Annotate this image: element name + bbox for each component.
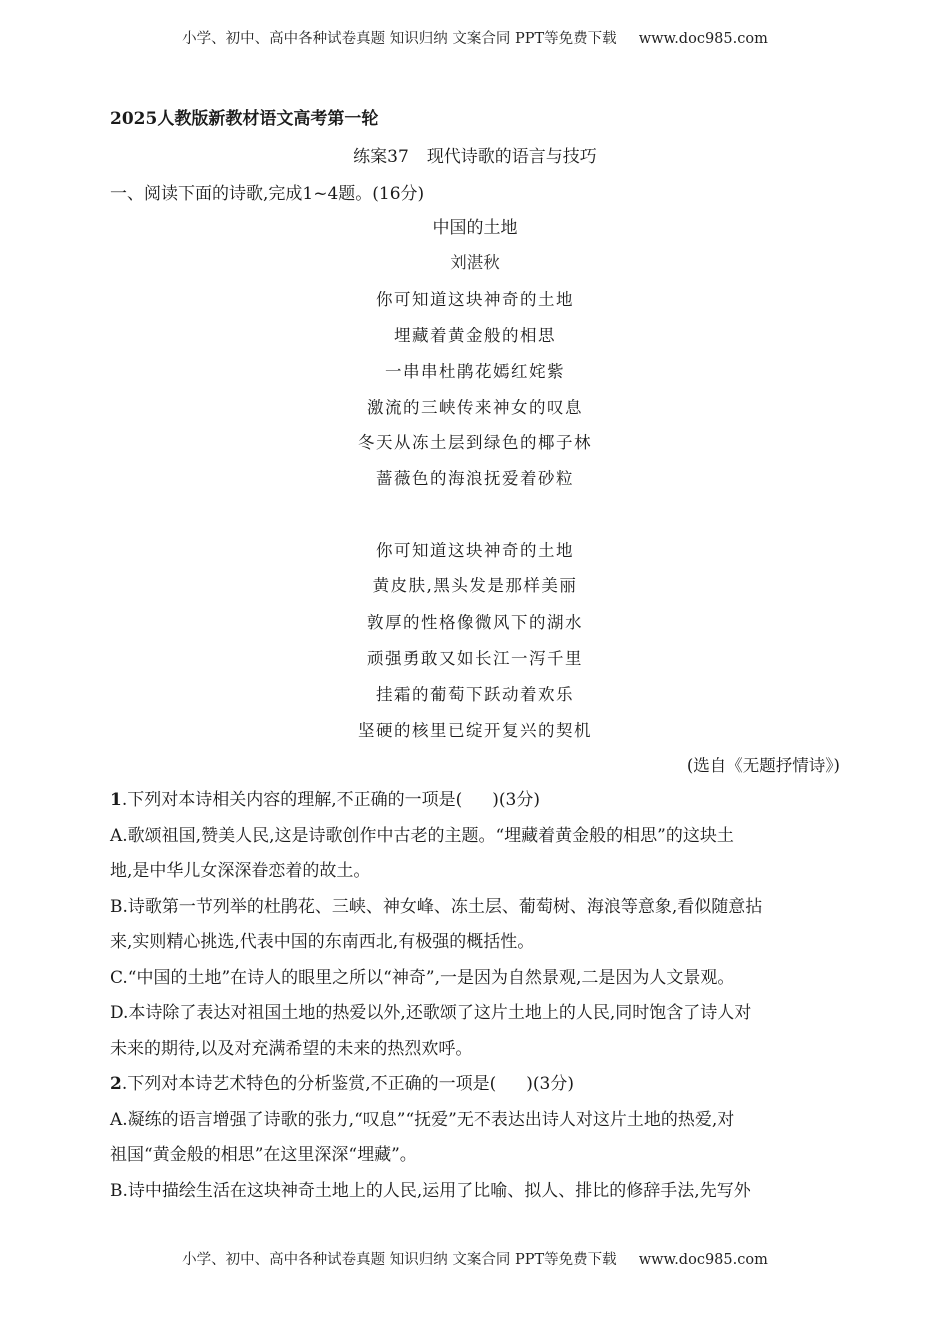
poem-line: 埋藏着黄金般的相思 (394, 326, 556, 345)
poem-line: 冬天从冻土层到绿色的椰子林 (358, 433, 592, 452)
question-stem (110, 783, 842, 819)
page-footer (0, 1248, 950, 1269)
exercise-name: 现代诗歌的语言与技巧 (426, 147, 597, 167)
header-url[interactable]: www.doc985.com (638, 31, 768, 47)
question-score: )(3分) (526, 1074, 575, 1094)
poem-line: 敦厚的性格像微风下的湖水 (367, 613, 583, 632)
option-a: A.歌颂祖国,赞美人民,这是诗歌创作中古老的主题。“埋藏着黄金般的相思”的这块土 (110, 825, 734, 846)
question-text: .下列对本诗艺术特色的分析鉴赏,不正确的一项是( (121, 1074, 497, 1094)
poem-line: 你可知道这块神奇的土地 (376, 541, 574, 560)
option-b: B.诗歌第一节列举的杜鹃花、三峡、神女峰、冻土层、葡萄树、海浪等意象,看似随意拈 (110, 896, 763, 917)
footer-text: 小学、初中、高中各种试卷真题 知识归纳 文案合同 PPT等免费下载 (182, 1252, 617, 1268)
poem-line: 一串串杜鹃花嫣红姹紫 (385, 362, 565, 381)
option-a: A.凝练的语言增强了诗歌的张力,“叹息”“抚爱”无不表达出诗人对这片土地的热爱,对 (110, 1109, 735, 1130)
poem-line: 挂霜的葡萄下跃动着欢乐 (376, 685, 574, 704)
poem-source: (选自《无题抒情诗》) (686, 756, 840, 775)
poem-author: 刘湛秋 (450, 253, 500, 272)
exercise-number: 练案37 (353, 147, 409, 167)
question-number: 2 (110, 1074, 122, 1094)
section-heading: 一、阅读下面的诗歌,完成1~4题。(16分) (110, 184, 425, 204)
header-text: 小学、初中、高中各种试卷真题 知识归纳 文案合同 PPT等免费下载 (182, 31, 617, 47)
question-score: )(3分) (492, 790, 541, 810)
poem-line: 坚硬的核里已绽开复兴的契机 (358, 721, 592, 740)
document-title: 2025人教版新教材语文高考第一轮 (110, 109, 379, 129)
poem-line: 顽强勇敢又如长江一泻千里 (367, 649, 583, 668)
option-a-cont: 祖国“黄金般的相思”在这里深深“埋藏”。 (110, 1145, 417, 1165)
question-number: 1 (110, 790, 122, 810)
page-header (0, 27, 950, 48)
poem-line: 激流的三峡传来神女的叹息 (367, 398, 583, 417)
option-d: D.本诗除了表达对祖国土地的热爱以外,还歌颂了这片土地上的人民,同时饱含了诗人对 (110, 1003, 752, 1023)
option-b: B.诗中描绘生活在这块神奇土地上的人民,运用了比喻、拟人、排比的修辞手法,先写外 (110, 1180, 751, 1201)
poem-line: 黄皮肤,黑头发是那样美丽 (372, 576, 578, 595)
poem-title: 中国的土地 (432, 218, 518, 238)
question-1 (110, 783, 842, 1067)
question-2 (110, 1067, 842, 1209)
option-d-cont: 未来的期待,以及对充满希望的未来的热烈欢呼。 (110, 1038, 473, 1059)
poem-line: 蔷薇色的海浪抚爱着砂粒 (376, 469, 574, 488)
exercise-title (0, 142, 950, 167)
footer-url[interactable]: www.doc985.com (638, 1252, 768, 1268)
option-a-cont: 地,是中华儿女深深眷恋着的故土。 (110, 861, 371, 881)
question-text: .下列对本诗相关内容的理解,不正确的一项是( (121, 790, 463, 810)
option-b-cont: 来,实则精心挑选,代表中国的东南西北,有极强的概括性。 (110, 932, 535, 952)
question-stem (110, 1067, 842, 1103)
poem-line: 你可知道这块神奇的土地 (376, 290, 574, 309)
option-c: C.“中国的土地”在诗人的眼里之所以“神奇”,一是因为自然景观,二是因为人文景观。 (110, 967, 735, 988)
